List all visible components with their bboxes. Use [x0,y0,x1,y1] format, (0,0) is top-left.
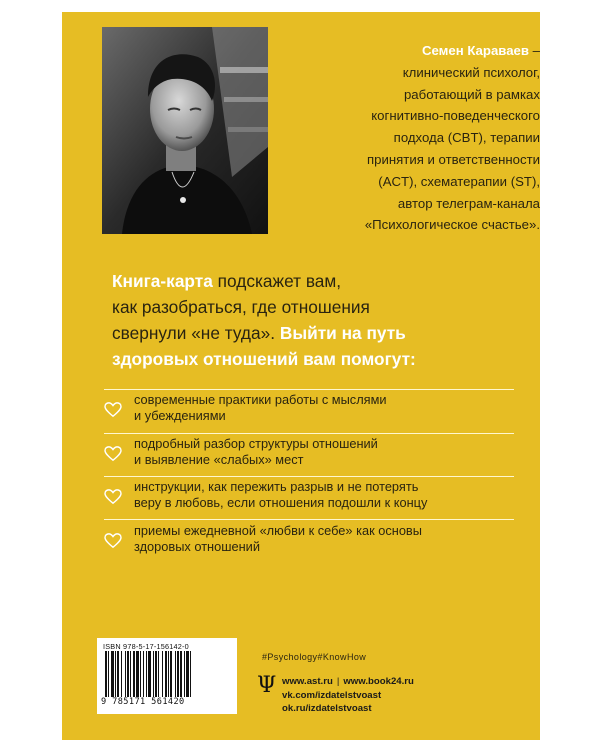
bio-line: «Психологическое счастье». [364,217,540,233]
bio-line: автор телеграм-канала [397,195,540,211]
barcode-block [97,638,237,714]
heart-icon [104,533,122,549]
lead-line-1 [112,268,532,294]
bio-line: (ACT), схематерапии (ST), [378,173,540,189]
bio-line: подхода (CBT), терапии [393,130,540,146]
lead-accent: Выйти на путь [275,323,406,343]
link-book24[interactable]: www.book24.ru [343,676,414,687]
list-item-text: веру в любовь, если отношения подошли к концу [134,494,428,510]
lead-line-4: здоровых отношений вам помогут: [112,349,416,369]
publisher-logo: Ψ [257,673,277,698]
bio-line: когнитивно-поведенческого [371,108,540,124]
list-item [104,392,387,424]
lead-text: подскажет вам, [212,271,342,291]
list-item-text: здоровых отношений [134,538,260,554]
barcode-number: 9 785171 561420 [101,697,185,707]
divider [104,433,514,434]
hashtags: #Psychology#KnowHow [262,652,367,662]
bio-line: – [532,43,540,58]
list-item-text: современные практики работы с мыслями [134,392,387,407]
list-item-text: и выявление «слабых» мест [134,451,304,467]
author-bio [250,40,540,236]
list-item [104,479,427,511]
book-description [112,268,532,372]
heart-icon [104,446,122,462]
divider [104,519,514,520]
link-ast[interactable]: www.ast.ru [282,676,333,687]
list-item-text: подробный разбор структуры отношений [134,436,378,451]
list-item-text: и убеждениями [134,407,226,423]
bio-line: клинический психолог, [402,64,540,80]
lead-text: свернули «не туда». [112,323,276,343]
lead-line-2: как разобраться, где отношения [112,297,370,317]
link-ok[interactable]: ok.ru/izdatelstvoast [282,703,372,714]
publisher-links [282,675,414,716]
heart-icon [104,489,122,505]
lead-accent: Книга-карта [112,271,213,291]
divider [104,389,514,390]
links-line-1 [282,675,414,689]
author-portrait-image [102,27,268,234]
link-vk[interactable]: vk.com/izdatelstvoast [282,689,382,701]
list-item-text: приемы ежедневной «любви к себе» как основы [134,523,422,538]
bio-first-line [250,40,540,62]
bio-line: работающий в рамках [403,86,540,102]
link-separator: | [336,676,340,687]
list-item [104,523,422,555]
bio-line: принятия и ответственности [367,151,540,167]
list-item-text: инструкции, как пережить разрыв и не потерять [134,479,419,494]
author-name: Семен Караваев [421,43,529,58]
barcode-icon [103,651,231,697]
lead-line-3 [112,320,532,346]
divider [104,476,514,477]
isbn-label: ISBN 978-5-17-156142-0 [103,642,189,651]
heart-icon [104,402,122,418]
author-photo [102,27,268,234]
list-item [104,436,378,468]
